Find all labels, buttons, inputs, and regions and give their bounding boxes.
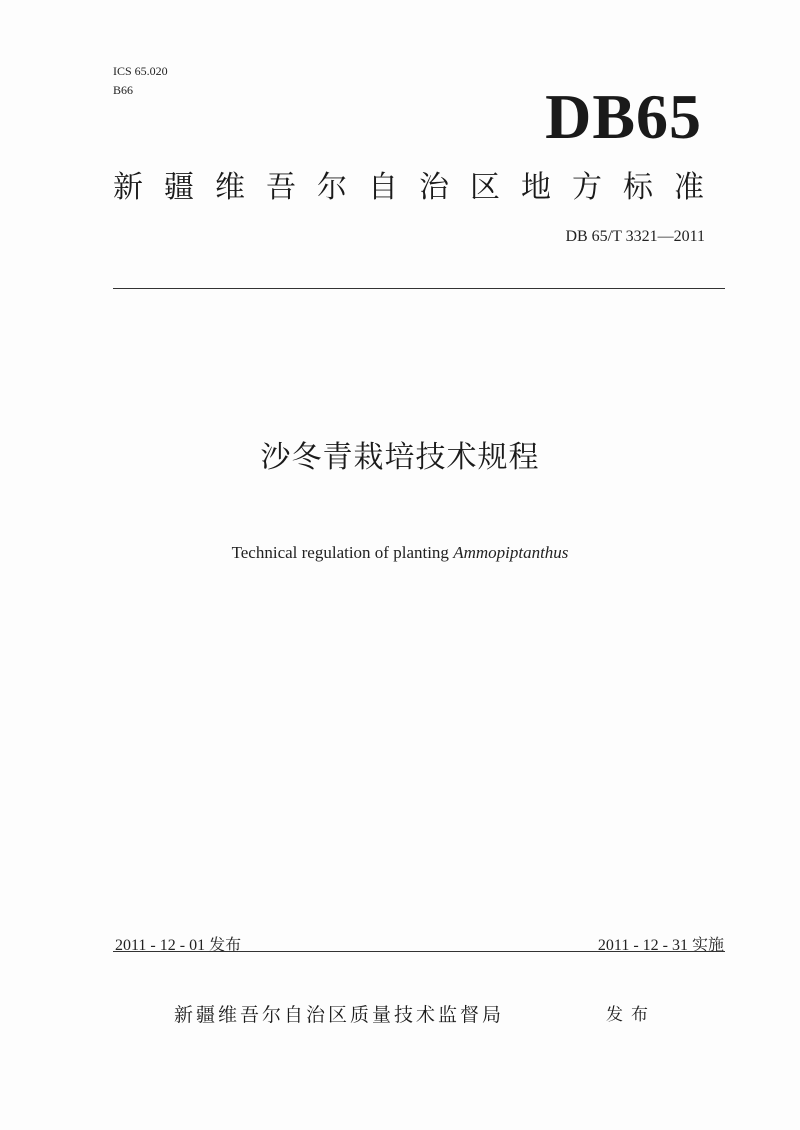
title-english-prefix: Technical regulation of planting [231, 543, 454, 562]
standard-type-heading: 新疆维吾尔自治区地方标准 [113, 170, 725, 205]
top-divider [113, 288, 725, 289]
issue-label: 发布 [606, 1005, 656, 1025]
standard-number: DB 65/T 3321—2011 [565, 228, 705, 245]
ics-code: ICS 65.020 [113, 64, 168, 78]
title-english-species: Ammopiptanthus [453, 543, 569, 562]
release-date: 2011 - 12 - 01 [115, 937, 206, 954]
issuing-authority: 新疆维吾尔自治区质量技术监督局 [174, 1004, 505, 1026]
document-title-chinese: 沙冬青栽培技术规程 [260, 440, 540, 475]
implementation-label: 实施 [691, 935, 724, 954]
document-title-english [0, 543, 800, 563]
classification-codes [113, 62, 168, 100]
implementation-date: 2011 - 12 - 31 [597, 937, 688, 954]
category-code: B66 [113, 83, 134, 97]
release-label: 发布 [209, 935, 242, 954]
db65-logo: DB65 [545, 81, 702, 152]
bottom-divider [113, 951, 725, 952]
